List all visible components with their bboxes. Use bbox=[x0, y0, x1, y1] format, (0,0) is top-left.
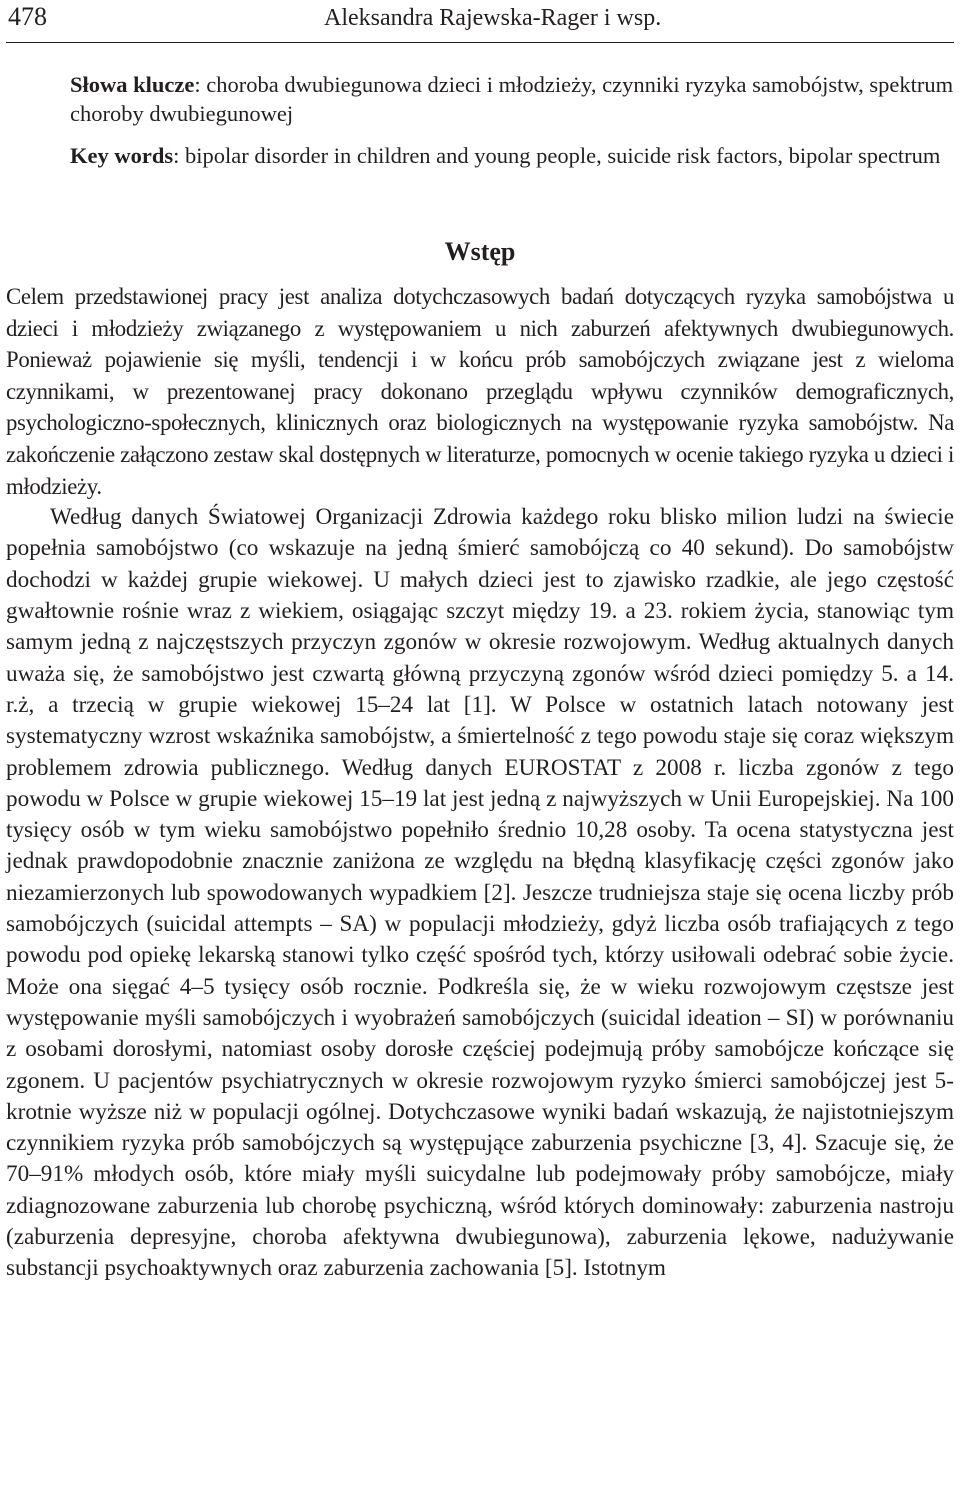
page-header bbox=[6, 0, 954, 43]
keywords-english bbox=[70, 141, 954, 170]
section-title: Wstęp bbox=[444, 237, 516, 266]
keywords-polish-text: : choroba dwubiegunowa dzieci i młodzieży, czynniki ryzyka samobójstw, spektrum choroby dwubiegunowej bbox=[70, 72, 954, 126]
keywords-polish-label: Słowa klucze bbox=[70, 72, 195, 97]
keywords-polish bbox=[70, 70, 954, 128]
intro-paragraph: Celem przedstawionej pracy jest analiza dotychczasowych badań dotyczących ryzyka samobójstwa u dzieci i młodzieży związanego z występowaniem u nich zaburzeń afektywnych dwubiegunowych. Ponieważ pojawienie się myśli, tendencji i w końcu prób samobójczych związane jest z wieloma czynnikami, w prezentowanej pracy dokonano przeglądu wpływu czynników demograficznych, psychologiczno-społecznych, klinicznych oraz biologicznych na występowanie ryzyka samobójstw. Na zakończenie załączono zestaw skal dostępnych w literaturze, pomocnych w ocenie takiego ryzyka u dzieci i młodzieży. bbox=[6, 284, 954, 499]
keywords-english-text: : bipolar disorder in children and young people, suicide risk factors, bipolar spectrum bbox=[173, 143, 941, 168]
body-paragraph: Według danych Światowej Organizacji Zdrowia każdego roku blisko milion ludzi na świecie popełnia samobójstwo (co wskazuje na jedną śmierć samobójczą co 40 sekund). Do samobójstw dochodzi w każdej grupie wiekowej. U małych dzieci jest to zjawisko rzadkie, ale jego częstość gwałtownie rośnie wraz z wiekiem, osiągając szczyt między 19. a 23. rokiem życia, stanowiąc tym samym jedną z najczęstszych przyczyn zgonów w okresie rozwojowym. Według aktualnych danych uważa się, że samobójstwo jest czwartą główną przyczyną zgonów wśród dzieci pomiędzy 5. a 14. r.ż, a trzecią w grupie wiekowej 15–24 lat [1]. W Polsce w ostatnich latach notowany jest systematyczny wzrost wskaźnika samobójstw, a śmiertelność z tego powodu staje się coraz większym problemem zdrowia publicznego. Według danych EUROSTAT z 2008 r. liczba zgonów z tego powodu w Polsce w grupie wiekowej 15–19 lat jest jedną z najwyższych w Unii Europejskiej. Na 100 tysięcy osób w tym wieku samobójstwo popełniło średnio 10,28 osoby. Ta ocena statystyczna jest jednak prawdopodobnie znacznie zaniżona ze względu na błędną klasyfikację części zgonów jako niezamierzonych lub spowodowanych wypadkiem [2]. Jeszcze trudniejsza staje się ocena liczby prób samobójczych (suicidal attempts – SA) w populacji młodzieży, gdyż liczba osób trafiających z tego powodu pod opiekę lekarską stanowi tylko część spośród tych, którzy usiłowali odebrać sobie życie. Może ona sięgać 4–5 tysięcy osób rocznie. Podkreśla się, że w wieku rozwojowym częstsze jest występowanie myśli samobójczych i wyobrażeń samobójczych (suicidal ideation – SI) w porównaniu z osobami dorosłymi, natomiast osoby dorosłe częściej podejmują próby samobójcze kończące się zgonem. U pacjentów psychiatrycznych w okresie rozwojowym ryzyko śmierci samobójczej jest 5-krotnie wyższe niż w populacji ogólnej. Dotychczasowe wyniki badań wskazują, że najistotniejszym czynnikiem ryzyka prób samobójczych są występujące zaburzenia psychiczne [3, 4]. Szacuje się, że 70–91% młodych osób, które miały myśli suicydalne lub podejmowały próby samobójcze, miały zdiagnozowane zaburzenia lub chorobę psychiczną, wśród których dominowały: zaburzenia nastroju (zaburzenia depresyjne, choroba afektywna dwubiegunowa), zaburzenia lękowe, nadużywanie substancji psychoaktywnych oraz zaburzenia zachowania [5]. Istotnym bbox=[6, 504, 954, 1282]
keywords-english-label: Key words bbox=[70, 143, 174, 168]
running-head: Aleksandra Rajewska-Rager i wsp. bbox=[324, 5, 662, 31]
page-number: 478 bbox=[8, 2, 47, 31]
keywords-section bbox=[6, 70, 954, 170]
